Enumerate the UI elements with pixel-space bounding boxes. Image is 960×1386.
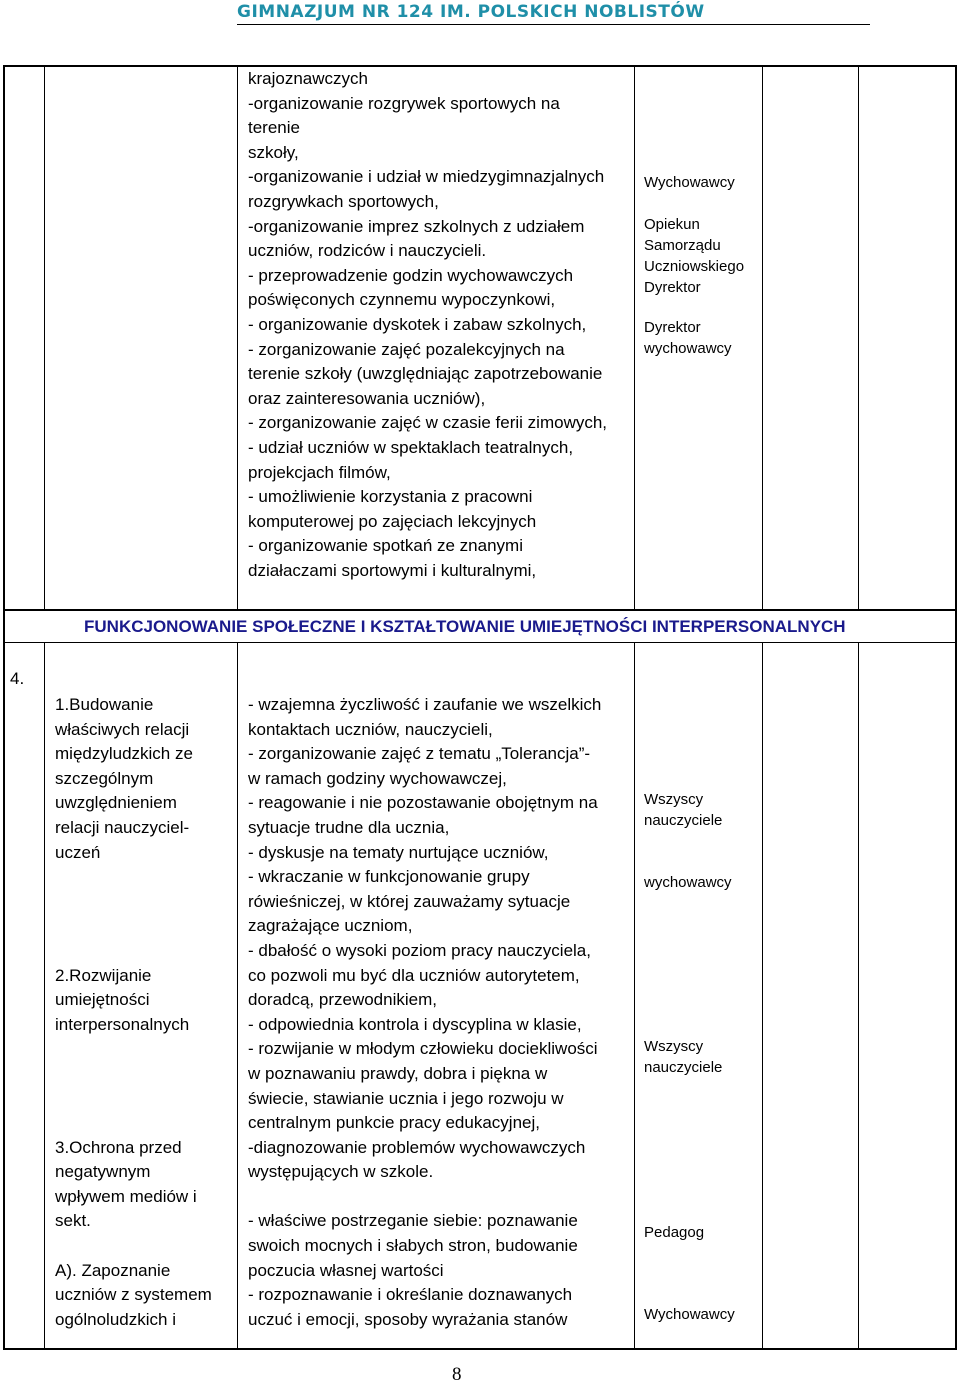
goals-cell <box>55 693 212 1332</box>
text-line: uczeń <box>55 842 101 862</box>
text-line: poświęconych czynnemu wypoczynkowi, <box>248 290 556 310</box>
text-line: swoich mocnych i słabych stron, budowanie <box>248 1236 578 1256</box>
col-divider-4b <box>762 642 763 1350</box>
text-line: kontaktach uczniów, nauczycieli, <box>248 719 493 739</box>
top-responsible-cell <box>644 172 744 359</box>
text-line: - dbałość o wysoki poziom pracy nauczyciela, <box>248 940 591 960</box>
text-line: - zorganizowanie zajęć w czasie ferii zimowych, <box>248 413 608 433</box>
table-left-border <box>3 65 5 1350</box>
text-line: Dyrektor <box>644 319 701 336</box>
text-line: - dyskusje na tematy nurtujące uczniów, <box>248 842 549 862</box>
table-bottom-border <box>3 1348 957 1350</box>
row-number: 4. <box>10 669 25 688</box>
text-line: poczucia własnej wartości <box>248 1260 444 1280</box>
text-line: - organizowanie spotkań ze znanymi <box>248 536 523 556</box>
text-line: - rozwijanie w młodym człowieku dociekliwości <box>248 1039 598 1059</box>
text-line: Uczniowskiego <box>644 258 745 275</box>
text-line: -organizowanie rozgrywek sportowych na <box>248 93 560 113</box>
row-responsible-2 <box>644 872 732 893</box>
row-responsible-4 <box>644 1222 704 1243</box>
row-divider-section <box>3 642 957 643</box>
text-line: terenie szkoły (uwzględniając zapotrzebowanie <box>248 364 603 384</box>
text-line: zagrażające uczniom, <box>248 916 413 936</box>
text-line: międzyludzkich ze <box>55 744 193 764</box>
text-line: doradcą, przewodnikiem, <box>248 990 437 1010</box>
text-line: ogólnoludzkich i <box>55 1309 176 1329</box>
top-activities-cell <box>248 67 607 583</box>
text-line: - organizowanie dyskotek i zabaw szkolnych, <box>248 314 587 334</box>
col-divider-2b <box>237 642 238 1350</box>
text-line: w poznawaniu prawdy, dobra i piękna w <box>248 1063 548 1083</box>
text-line: - wkraczanie w funkcjonowanie grupy <box>248 867 530 887</box>
text-line: sekt. <box>55 1211 91 1231</box>
text-line: uczniów, rodziców i nauczycieli. <box>248 241 487 261</box>
text-line: rozgrywkach sportowych, <box>248 191 439 211</box>
text-line: rówieśniczej, w której zauważamy sytuacje <box>248 891 571 911</box>
school-header: GIMNAZJUM NR 124 IM. POLSKICH NOBLISTÓW <box>237 2 705 22</box>
text-line: komputerowej po zajęciach lekcyjnych <box>248 511 537 531</box>
text-line: co pozwoli mu być dla uczniów autorytetem, <box>248 965 580 985</box>
text-line: - rozpoznawanie i określanie doznawanych <box>248 1285 573 1305</box>
text-line: relacji nauczyciel- <box>55 817 190 837</box>
row-divider-top <box>3 609 957 611</box>
text-line: wpływem mediów i <box>55 1186 197 1206</box>
text-line: - wzajemna życzliwość i zaufanie we wszelkich <box>248 695 602 714</box>
text-line: -organizowanie imprez szkolnych z udziałem <box>248 216 585 236</box>
text-line: 1.Budowanie <box>55 695 154 714</box>
text-line: wychowawcy <box>644 874 732 891</box>
col-divider-3b <box>634 642 635 1350</box>
text-line: Samorządu <box>644 237 721 254</box>
text-line <box>644 193 744 214</box>
text-line: - zorganizowanie zajęć pozalekcyjnych na <box>248 339 565 359</box>
col-divider-5b <box>858 642 859 1350</box>
text-line: -diagnozowanie problemów wychowawczych <box>248 1137 586 1157</box>
row-activities-cell <box>248 693 601 1332</box>
col-divider-1 <box>44 65 45 610</box>
text-line: nauczyciele <box>644 812 723 829</box>
text-line: uwzględnieniem <box>55 793 177 813</box>
text-line: wychowawcy <box>644 340 732 357</box>
text-line: - reagowanie i nie pozostawanie obojętnym na <box>248 793 598 813</box>
text-line: Pedagog <box>644 1224 705 1241</box>
text-line: szkoły, <box>248 142 299 162</box>
text-line: Wychowawcy <box>644 1306 735 1323</box>
col-divider-1b <box>44 642 45 1350</box>
text-line: - udział uczniów w spektaklach teatralnych, <box>248 437 574 457</box>
text-line: - zorganizowanie zajęć z tematu „Tolerancja”- <box>248 744 591 764</box>
text-line: terenie <box>248 118 300 138</box>
text-line: - przeprowadzenie godzin wychowawczych <box>248 265 574 285</box>
text-line: -organizowanie i udział w miedzygimnazjalnych <box>248 167 605 187</box>
text-line: Wychowawcy <box>644 174 735 191</box>
text-line: - właściwe postrzeganie siebie: poznawanie <box>248 1211 578 1231</box>
text-line: projekcjach filmów, <box>248 462 391 482</box>
row-responsible-3 <box>644 1036 722 1078</box>
table-right-border <box>955 65 957 1350</box>
text-line: sytuacje trudne dla ucznia, <box>248 817 450 837</box>
text-line: - odpowiednia kontrola i dyscyplina w klasie, <box>248 1014 582 1034</box>
col-divider-2 <box>237 65 238 610</box>
text-line: świecie, stawianie ucznia i jego rozwoju w <box>248 1088 564 1108</box>
text-line: Wszyscy <box>644 791 704 808</box>
text-line: umiejętności <box>55 990 150 1010</box>
text-line: właściwych relacji <box>55 719 190 739</box>
text-line: występujących w szkole. <box>248 1162 434 1182</box>
text-line: interpersonalnych <box>55 1014 190 1034</box>
text-line: w ramach godziny wychowawczej, <box>248 768 507 788</box>
text-line: nauczyciele <box>644 1059 723 1076</box>
text-line: uczuć i emocji, sposoby wyrażania stanów <box>248 1309 568 1329</box>
col-divider-3 <box>634 65 635 610</box>
text-line: - umożliwienie korzystania z pracowni <box>248 487 533 507</box>
text-line: 3.Ochrona przed <box>55 1137 182 1157</box>
text-line: oraz zainteresowania uczniów), <box>248 388 486 408</box>
text-line: centralnym punkcie pracy edukacyjnej, <box>248 1113 540 1133</box>
page-number: 8 <box>452 1364 462 1385</box>
text-line: Dyrektor <box>644 279 701 296</box>
header-rule <box>237 24 870 25</box>
col-divider-5 <box>858 65 859 610</box>
text-line: Opiekun <box>644 216 700 233</box>
row-responsible-5 <box>644 1304 735 1325</box>
text-line: negatywnym <box>55 1162 151 1182</box>
text-line: krajoznawczych <box>248 69 368 88</box>
text-line: szczególnym <box>55 768 154 788</box>
text-line: A). Zapoznanie <box>55 1260 171 1280</box>
col-divider-4 <box>762 65 763 610</box>
text-line: działaczami sportowymi i kulturalnymi, <box>248 560 537 580</box>
row-responsible-1 <box>644 789 722 831</box>
text-line: uczniów z systemem <box>55 1285 212 1305</box>
text-line: 2.Rozwijanie <box>55 965 152 985</box>
text-line <box>644 298 744 317</box>
text-line: Wszyscy <box>644 1038 704 1055</box>
section-title: FUNKCJONOWANIE SPOŁECZNE I KSZTAŁTOWANIE UMIEJĘTNOŚCI INTERPERSONALNYCH <box>84 617 846 636</box>
